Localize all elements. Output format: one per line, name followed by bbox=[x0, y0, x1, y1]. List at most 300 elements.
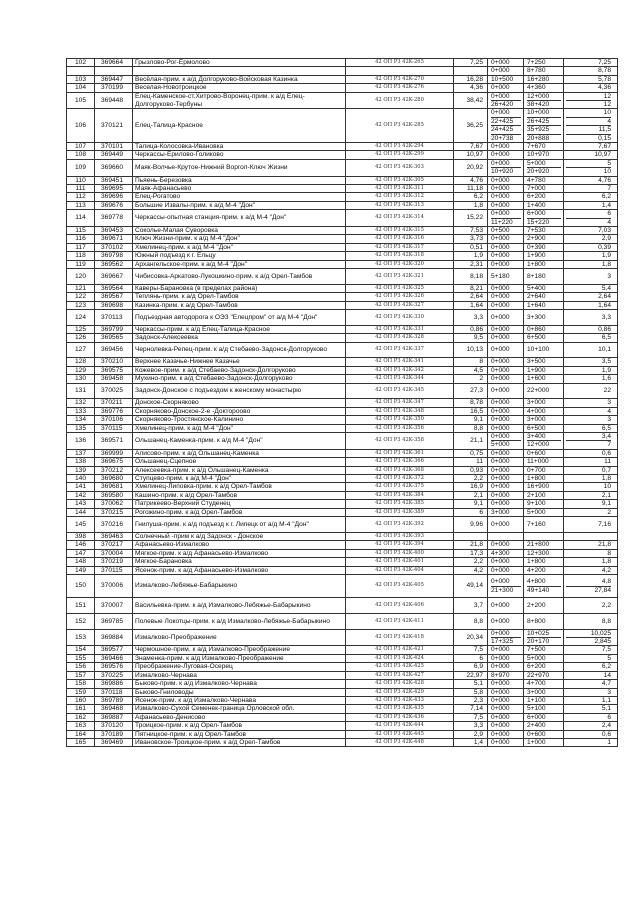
row-number: 117 bbox=[67, 243, 95, 251]
roads-table bbox=[66, 58, 618, 747]
road-name: Задонск-Донское с подъездом к женскому монастырю bbox=[133, 383, 346, 399]
segment-length: 10,1 bbox=[598, 346, 611, 354]
segment-end: 5+000 bbox=[527, 508, 546, 516]
table-row bbox=[67, 67, 618, 75]
road-code-prefix: 42 ОП РЗ bbox=[375, 260, 403, 267]
segment-end-cell bbox=[524, 210, 564, 227]
road-length: 8 bbox=[454, 358, 488, 366]
road-name: Быково-прим. к а/д Измалково-Чернава bbox=[133, 680, 346, 688]
segment-end bbox=[527, 533, 561, 540]
road-code-value: 42K-305 bbox=[402, 176, 424, 183]
road-name: Ольшанец-Сцепное bbox=[133, 458, 346, 466]
segment-start: 0+000 bbox=[491, 663, 510, 671]
segment-start: 0+000 bbox=[491, 210, 521, 218]
table-row bbox=[67, 671, 618, 679]
road-name: Ступцево-прим. к а/д М-4 "Дон" bbox=[133, 475, 346, 483]
road-id: 369681 bbox=[95, 483, 133, 491]
segment-end: 4+700 bbox=[527, 680, 546, 688]
segment-end: 16+900 bbox=[527, 483, 550, 491]
segment-end-cell bbox=[524, 517, 564, 533]
road-id: 369676 bbox=[95, 201, 133, 209]
segment-start: 11+220 bbox=[491, 218, 513, 226]
table-row bbox=[67, 491, 618, 499]
segment-end-cell bbox=[524, 688, 564, 696]
segment-start: 0+000 bbox=[491, 366, 510, 374]
segment-start-cell bbox=[488, 629, 524, 646]
segment-end-cell bbox=[524, 325, 564, 333]
road-code-prefix: 42 ОП РЗ bbox=[375, 59, 403, 65]
road-id: 370101 bbox=[95, 142, 133, 150]
segment-length: 1,9 bbox=[601, 252, 611, 260]
segment-start: 8+970 bbox=[491, 671, 510, 679]
road-code-prefix: 42 ОП РЗ bbox=[375, 680, 403, 687]
road-name: Веселая-Новотроицкое bbox=[133, 84, 346, 92]
table-row bbox=[67, 358, 618, 366]
road-code-value: 42K-317 bbox=[402, 243, 424, 250]
segment-length-cell bbox=[564, 243, 618, 251]
road-code bbox=[346, 646, 454, 654]
segment-length: 2,845 bbox=[594, 638, 611, 646]
table-row bbox=[67, 301, 618, 309]
segment-start-cell bbox=[488, 383, 524, 399]
road-code-prefix: 42 ОП РЗ bbox=[375, 582, 403, 589]
segment-length: 10 bbox=[566, 109, 611, 117]
road-code bbox=[346, 483, 454, 491]
segment-length: 3 bbox=[607, 399, 611, 407]
segment-length-cell bbox=[564, 260, 618, 268]
road-id: 369789 bbox=[95, 696, 133, 704]
segment-start-cell bbox=[488, 151, 524, 159]
segment-end-cell bbox=[524, 483, 564, 491]
road-code bbox=[346, 508, 454, 516]
segment-end-cell bbox=[524, 738, 564, 746]
road-name: Черкассы-прим. к а/д Елец-Талица-Красное bbox=[133, 325, 346, 333]
road-code-value: 42K-327 bbox=[402, 301, 424, 308]
road-code-prefix: 42 ОП РЗ bbox=[375, 722, 403, 729]
segment-start-cell bbox=[488, 407, 524, 415]
table-row bbox=[67, 142, 618, 150]
row-number: 134 bbox=[67, 416, 95, 424]
segment-end: 3+400 bbox=[527, 433, 561, 441]
row-number: 132 bbox=[67, 399, 95, 407]
segment-length-cell bbox=[564, 325, 618, 333]
road-code-value: 42K-394 bbox=[402, 541, 424, 548]
row-number: 142 bbox=[67, 491, 95, 499]
road-id: 370115 bbox=[95, 566, 133, 574]
segment-end: 6+000 bbox=[527, 713, 546, 721]
table-row bbox=[67, 375, 618, 383]
road-length: 2 bbox=[454, 375, 488, 383]
table-row bbox=[67, 416, 618, 424]
segment-start-cell bbox=[488, 532, 524, 540]
row-number: 118 bbox=[67, 252, 95, 260]
table-row bbox=[67, 680, 618, 688]
segment-start: 0+000 bbox=[491, 500, 510, 508]
road-length: 7,5 bbox=[454, 646, 488, 654]
road-code-value: 42K-385 bbox=[402, 500, 424, 507]
segment-end: 11+000 bbox=[527, 458, 549, 466]
segment-start-cell bbox=[488, 549, 524, 557]
road-code bbox=[346, 301, 454, 309]
segment-start-cell bbox=[488, 84, 524, 92]
road-code-prefix: 42 ОП РЗ bbox=[375, 633, 403, 640]
segment-start-cell bbox=[488, 646, 524, 654]
road-id: 369680 bbox=[95, 475, 133, 483]
road-code-value: 42K-405 bbox=[402, 582, 424, 589]
segment-length: 1 bbox=[607, 738, 611, 746]
segment-start: 0+000 bbox=[491, 399, 510, 407]
table-row bbox=[67, 705, 618, 713]
segment-length-cell bbox=[564, 613, 618, 629]
segment-length-cell bbox=[564, 680, 618, 688]
road-code bbox=[346, 268, 454, 284]
road-code-value: 42K-299 bbox=[402, 151, 424, 158]
road-id: 370062 bbox=[95, 500, 133, 508]
segment-end-cell bbox=[524, 629, 564, 646]
table-row bbox=[67, 383, 618, 399]
road-code-prefix: 42 ОП РЗ bbox=[375, 532, 403, 539]
segment-end: 2+100 bbox=[527, 491, 546, 499]
segment-end: 1+000 bbox=[527, 738, 546, 746]
road-name: Знаменка-прим. к а/д Измалково-Преображение bbox=[133, 654, 346, 662]
road-length: 4,76 bbox=[454, 176, 488, 184]
road-code-prefix: 42 ОП РЗ bbox=[375, 730, 403, 737]
segment-length-cell bbox=[564, 151, 618, 159]
road-code-prefix: 42 ОП РЗ bbox=[375, 193, 403, 200]
segment-end: 6+000 bbox=[527, 210, 561, 218]
road-code bbox=[346, 433, 454, 450]
segment-end-cell bbox=[524, 705, 564, 713]
road-code-prefix: 42 ОП РЗ bbox=[375, 346, 403, 353]
row-number: 112 bbox=[67, 193, 95, 201]
segment-end: 3+000 bbox=[527, 399, 546, 407]
road-code-value: 42K-265 bbox=[402, 59, 424, 65]
segment-length: 7,25 bbox=[598, 59, 611, 66]
road-length: 8,8 bbox=[454, 424, 488, 432]
segment-end-cell bbox=[524, 334, 564, 342]
road-length: 4,36 bbox=[454, 84, 488, 92]
road-code bbox=[346, 713, 454, 721]
segment-start-cell bbox=[488, 517, 524, 533]
segment-start-cell bbox=[488, 210, 524, 227]
road-id: 370211 bbox=[95, 399, 133, 407]
segment-start-cell bbox=[488, 475, 524, 483]
road-code bbox=[346, 688, 454, 696]
segment-length-cell bbox=[564, 399, 618, 407]
road-code bbox=[346, 293, 454, 301]
table-body bbox=[67, 59, 618, 747]
segment-start-cell bbox=[488, 713, 524, 721]
row-number: 162 bbox=[67, 713, 95, 721]
segment-length: 5,78 bbox=[598, 75, 611, 83]
road-id: 369799 bbox=[95, 325, 133, 333]
road-code bbox=[346, 541, 454, 549]
segment-length: 1,8 bbox=[601, 558, 611, 566]
segment-length-cell bbox=[564, 235, 618, 243]
segment-end-cell bbox=[524, 566, 564, 574]
segment-start: 0+000 bbox=[491, 617, 510, 625]
road-id: 369449 bbox=[95, 151, 133, 159]
segment-length-cell bbox=[564, 424, 618, 432]
road-code-value: 42K-330 bbox=[402, 313, 424, 320]
segment-end-cell bbox=[524, 491, 564, 499]
table-row bbox=[67, 325, 618, 333]
road-code-value: 42K-358 bbox=[402, 437, 424, 444]
segment-start: 0+000 bbox=[491, 67, 510, 75]
road-id: 369999 bbox=[95, 449, 133, 457]
segment-length: 10 bbox=[603, 168, 611, 176]
row-number: 104 bbox=[67, 84, 95, 92]
segment-end: 1+600 bbox=[527, 375, 546, 383]
road-code-value: 42K-356 bbox=[402, 424, 424, 431]
segment-length-cell bbox=[564, 646, 618, 654]
table-row bbox=[67, 738, 618, 746]
road-id: 369466 bbox=[95, 654, 133, 662]
segment-end-cell bbox=[524, 399, 564, 407]
road-id: 369562 bbox=[95, 260, 133, 268]
segment-length-cell bbox=[564, 663, 618, 671]
road-code bbox=[346, 566, 454, 574]
segment-end-cell bbox=[524, 176, 564, 184]
segment-start: 0+000 bbox=[491, 424, 510, 432]
road-code bbox=[346, 334, 454, 342]
segment-start-cell bbox=[488, 491, 524, 499]
table-row bbox=[67, 688, 618, 696]
row-number: 146 bbox=[67, 541, 95, 549]
segment-end-cell bbox=[524, 301, 564, 309]
row-number: 129 bbox=[67, 366, 95, 374]
segment-length-cell bbox=[564, 310, 618, 326]
table-row bbox=[67, 532, 618, 540]
road-code bbox=[346, 284, 454, 292]
segment-length-cell bbox=[564, 142, 618, 150]
segment-end-cell bbox=[524, 201, 564, 209]
row-number: 398 bbox=[67, 532, 95, 540]
road-name: Чернолевка-Репец-прим. к а/д Стебаево-Задонск-Долгоруково bbox=[133, 342, 346, 358]
road-id: 369884 bbox=[95, 629, 133, 646]
row-number: 131 bbox=[67, 383, 95, 399]
segment-end: 7+500 bbox=[527, 646, 546, 654]
segment-end-cell bbox=[524, 713, 564, 721]
road-code bbox=[346, 159, 454, 176]
road-id: 370102 bbox=[95, 243, 133, 251]
segment-length: 3,5 bbox=[601, 358, 611, 366]
road-name: Ольшанец-Каменка-прим. к а/д М-4 "Дон" bbox=[133, 433, 346, 450]
road-code-prefix: 42 ОП РЗ bbox=[375, 96, 403, 103]
segment-start: 0+000 bbox=[491, 193, 510, 201]
road-name: Скорняково-Донское-2-е -Доктороово bbox=[133, 407, 346, 415]
segment-end: 1+900 bbox=[527, 252, 546, 260]
segment-end: 10+000 bbox=[527, 109, 561, 117]
road-code bbox=[346, 325, 454, 333]
segment-length: 12 bbox=[603, 101, 611, 108]
row-number: 108 bbox=[67, 151, 95, 159]
road-name: Кожевое-прим. к а/д Стебаево-Задонск-Долгоруково bbox=[133, 366, 346, 374]
row-number: 115 bbox=[67, 226, 95, 234]
road-code-prefix: 42 ОП РЗ bbox=[375, 184, 403, 191]
segment-length-cell bbox=[564, 84, 618, 92]
road-code-prefix: 42 ОП РЗ bbox=[375, 375, 403, 382]
road-id: 369696 bbox=[95, 193, 133, 201]
table-row bbox=[67, 342, 618, 358]
row-number: 135 bbox=[67, 424, 95, 432]
segment-start: 4+300 bbox=[491, 549, 510, 557]
road-code bbox=[346, 358, 454, 366]
table-row bbox=[67, 399, 618, 407]
segment-length: 4,7 bbox=[601, 680, 611, 688]
road-length: 27,3 bbox=[454, 383, 488, 399]
segment-end: 1+900 bbox=[527, 366, 546, 374]
road-id: 369463 bbox=[95, 532, 133, 540]
road-code bbox=[346, 201, 454, 209]
segment-end: 6+500 bbox=[527, 334, 546, 342]
segment-end: 0+390 bbox=[527, 243, 546, 251]
row-number: 152 bbox=[67, 613, 95, 629]
segment-length: 11,5 bbox=[566, 126, 611, 134]
road-code-prefix: 42 ОП РЗ bbox=[375, 437, 403, 444]
road-name: Маяк-Волчье-Крутое-Нижний Воргол-Ключ Жизни bbox=[133, 159, 346, 176]
segment-start-cell bbox=[488, 458, 524, 466]
road-code-value: 42K-406 bbox=[402, 601, 424, 608]
segment-end-cell bbox=[524, 59, 564, 67]
road-length: 4,2 bbox=[454, 566, 488, 574]
road-name: Грызлово-Рог-Ермолово bbox=[133, 59, 346, 67]
road-name: Ивановское-Троицкое-прим. к а/д Орел-Тамбов bbox=[133, 738, 346, 746]
road-code-prefix: 42 ОП РЗ bbox=[375, 284, 403, 291]
segment-length-cell bbox=[564, 654, 618, 662]
table-row bbox=[67, 84, 618, 92]
road-id: 369778 bbox=[95, 210, 133, 227]
road-id: 369469 bbox=[95, 738, 133, 746]
row-number: 130 bbox=[67, 375, 95, 383]
road-code-value: 42K-436 bbox=[402, 713, 424, 720]
segment-end-cell bbox=[524, 252, 564, 260]
row-number: 111 bbox=[67, 184, 95, 192]
segment-end: 3+500 bbox=[527, 358, 546, 366]
segment-length: 1,64 bbox=[598, 301, 611, 309]
segment-length-cell bbox=[564, 491, 618, 499]
segment-end-cell bbox=[524, 574, 564, 597]
road-name: Троицкое-прим. к а/д Орел-Тамбов bbox=[133, 722, 346, 730]
segment-length: 5,4 bbox=[601, 284, 611, 292]
segment-start-cell bbox=[488, 399, 524, 407]
road-name: Маяк-Афанасьево bbox=[133, 184, 346, 192]
segment-start: 0+000 bbox=[491, 520, 510, 528]
segment-length-cell bbox=[564, 500, 618, 508]
segment-start: 0+000 bbox=[491, 601, 510, 609]
road-code-prefix: 42 ОП РЗ bbox=[375, 541, 403, 548]
row-number: 105 bbox=[67, 92, 95, 109]
segment-length: 2 bbox=[607, 508, 611, 516]
segment-end-cell bbox=[524, 159, 564, 176]
road-code-value: 42K-270 bbox=[402, 75, 424, 82]
road-code-prefix: 42 ОП РЗ bbox=[375, 601, 403, 608]
segment-start: 0+000 bbox=[491, 346, 510, 354]
segment-start-cell bbox=[488, 184, 524, 192]
segment-length-cell bbox=[564, 375, 618, 383]
segment-end: 3+000 bbox=[527, 416, 546, 424]
segment-length: 27,84 bbox=[594, 586, 611, 594]
road-code-value: 42K-350 bbox=[402, 416, 424, 423]
road-code-value: 42K-312 bbox=[402, 193, 424, 200]
table-row bbox=[67, 407, 618, 415]
road-code-value: 42K-435 bbox=[402, 705, 424, 712]
segment-start: 22+425 bbox=[491, 118, 521, 126]
segment-start-cell bbox=[488, 613, 524, 629]
road-code-value: 42K-314 bbox=[402, 214, 424, 221]
segment-start: 0+000 bbox=[491, 358, 510, 366]
road-length: 1,9 bbox=[454, 252, 488, 260]
segment-start-cell bbox=[488, 705, 524, 713]
road-id: 370216 bbox=[95, 517, 133, 533]
segment-length-cell bbox=[564, 383, 618, 399]
segment-start-cell bbox=[488, 574, 524, 597]
segment-start-cell bbox=[488, 598, 524, 614]
road-length: 7,14 bbox=[454, 705, 488, 713]
segment-start-cell bbox=[488, 252, 524, 260]
table-row bbox=[67, 433, 618, 450]
road-length: 2,31 bbox=[454, 260, 488, 268]
segment-length-cell bbox=[564, 184, 618, 192]
road-id: 369575 bbox=[95, 366, 133, 374]
segment-length-cell bbox=[564, 366, 618, 374]
segment-end-cell bbox=[524, 613, 564, 629]
segment-length: 3,4 bbox=[566, 433, 611, 441]
segment-end-cell bbox=[524, 466, 564, 474]
segment-start-cell bbox=[488, 566, 524, 574]
road-id: 370210 bbox=[95, 358, 133, 366]
segment-end-cell bbox=[524, 310, 564, 326]
road-id: 369571 bbox=[95, 433, 133, 450]
segment-start-cell bbox=[488, 663, 524, 671]
road-name: Рогожино-прим. к а/д Орел-Тамбов bbox=[133, 508, 346, 516]
segment-end-cell bbox=[524, 67, 564, 75]
segment-end: 7+160 bbox=[527, 520, 546, 528]
road-length: 16,5 bbox=[454, 407, 488, 415]
row-number: 159 bbox=[67, 688, 95, 696]
road-length: 6,2 bbox=[454, 193, 488, 201]
segment-start: 0+000 bbox=[491, 375, 510, 383]
road-code bbox=[346, 151, 454, 159]
road-code-value: 42K-294 bbox=[402, 142, 424, 149]
road-code-value: 42K-342 bbox=[402, 366, 424, 373]
road-name: Мухино-прим. к а/д Стебаево-Задонск-Долгоруково bbox=[133, 375, 346, 383]
table-row bbox=[67, 517, 618, 533]
segment-start: 0+500 bbox=[491, 226, 510, 234]
row-number: 121 bbox=[67, 284, 95, 292]
segment-end: 10+100 bbox=[527, 346, 550, 354]
segment-length-cell bbox=[564, 688, 618, 696]
segment-end: 38+420 bbox=[527, 101, 550, 108]
road-name: Пятницкое-прим. к а/д Орел-Тамбов bbox=[133, 730, 346, 738]
road-code bbox=[346, 84, 454, 92]
road-code bbox=[346, 629, 454, 646]
road-id: 370225 bbox=[95, 671, 133, 679]
segment-length: 2,2 bbox=[601, 601, 611, 609]
road-code-value: 42K-368 bbox=[402, 466, 424, 473]
road-length: 5,1 bbox=[454, 680, 488, 688]
table-row bbox=[67, 566, 618, 574]
segment-start-cell bbox=[488, 75, 524, 83]
segment-start: 0+000 bbox=[491, 541, 510, 549]
segment-length: 4,2 bbox=[601, 566, 611, 574]
row-number bbox=[67, 67, 95, 75]
road-code bbox=[346, 517, 454, 533]
segment-end: 21+800 bbox=[527, 541, 550, 549]
segment-length: 3 bbox=[607, 416, 611, 424]
segment-start: 0+000 bbox=[491, 713, 510, 721]
segment-end: 2+640 bbox=[527, 293, 546, 301]
